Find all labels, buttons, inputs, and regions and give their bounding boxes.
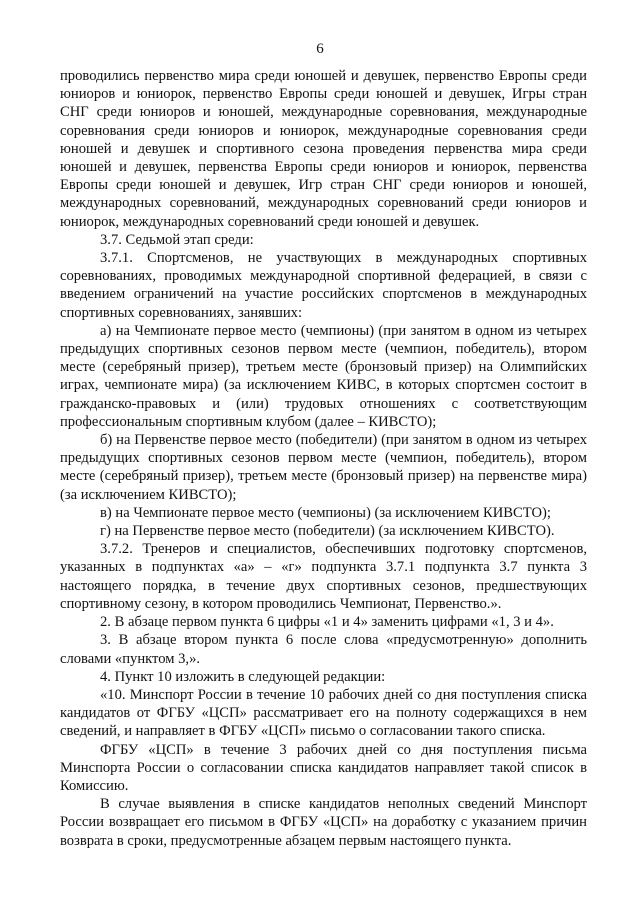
paragraph-12: «10. Минспорт России в течение 10 рабочих дней со дня поступления списка кандидатов от ФГБУ «ЦСП» рассматривает его на полноту содержащихся в нем сведений, и направляет в ФГБУ «ЦСП» письмо о согласовании такого списка.: [60, 686, 587, 740]
paragraph-8: 3.7.2. Тренеров и специалистов, обеспечивших подготовку спортсменов, указанных в подпунктах «а» – «г» подпункта 3.7.1 подпункта 3.7 пункта 3 настоящего порядка, в течение двух спортивных сезонов, предшествующих спортивному сезону, в котором проводились Чемпионат, Первенство.».: [60, 541, 587, 612]
paragraph-9: 2. В абзаце первом пункта 6 цифры «1 и 4» заменить цифрами «1, 3 и 4».: [100, 614, 554, 631]
paragraph-1: проводились первенство мира среди юношей и девушек, первенство Европы среди юниоров и юниорок, первенство Европы среди юношей и девушек, Игры стран СНГ среди юниоров и юношей, международные соревнования, международные соревнования среди юниоров и юниорок, международные соревнования среди юношей и девушек и спортивного сезона проведения первенства мира среди юношей и девушек, первенства Европы среди юниоров и юниорок, первенства Европы среди юношей и девушек, Игр стран СНГ среди юниоров и юношей, международных соревнований, международных соревнований среди юниоров и юниорок, международных соревнований среди юношей и девушек.: [60, 68, 587, 230]
paragraph-6: в) на Чемпионате первое место (чемпионы) (за исключением КИВСТО);: [100, 504, 551, 521]
paragraph-2: 3.7. Седьмой этап среди:: [100, 231, 254, 248]
paragraph-10: 3. В абзаце втором пункта 6 после слова «предусмотренную» дополнить словами «пунктом 3,».: [60, 632, 587, 667]
paragraph-11: 4. Пункт 10 изложить в следующей редакции:: [100, 668, 386, 685]
document-body: [60, 67, 587, 850]
paragraph-5: б) на Первенстве первое место (победители) (при занятом в одном из четырех предыдущих спортивных сезонов первом месте (чемпион, победитель), втором месте (серебряный призер), третьем месте (бронзовый призер) на первенстве мира) (за исключением КИВСТО);: [60, 432, 587, 503]
paragraph-7: г) на Первенстве первое место (победители) (за исключением КИВСТО).: [100, 523, 555, 540]
paragraph-3: 3.7.1. Спортсменов, не участвующих в международных спортивных соревнованиях, проводимых международной спортивной федерацией, в связи с введением ограничений на участие российских спортсменов в международных спортивных соревнованиях, занявших:: [60, 250, 587, 321]
page-number: 6: [316, 41, 324, 57]
paragraph-14: В случае выявления в списке кандидатов неполных сведений Минспорт России возвращает его письмом в ФГБУ «ЦСП» на доработку с указанием причин возврата в сроки, предусмотренные абзацем первым настоящего пункта.: [60, 796, 587, 849]
paragraph-4: а) на Чемпионате первое место (чемпионы) (при занятом в одном из четырех предыдущих спортивных сезонов первом месте (чемпион, победитель), втором месте (серебряный призер), третьем месте (бронзовый призер) на Олимпийских играх, чемпионате мира) (за исключением КИВС, в которых спортсмен состоит в гражданско-правовых и (или) трудовых отношениях с соответствующим профессиональным спортивным клубом (далее – КИВСТО);: [60, 322, 587, 430]
paragraph-13: ФГБУ «ЦСП» в течение 3 рабочих дней со дня поступления письма Минспорта России о согласовании списка кандидатов направляет такой список в Комиссию.: [60, 741, 587, 794]
